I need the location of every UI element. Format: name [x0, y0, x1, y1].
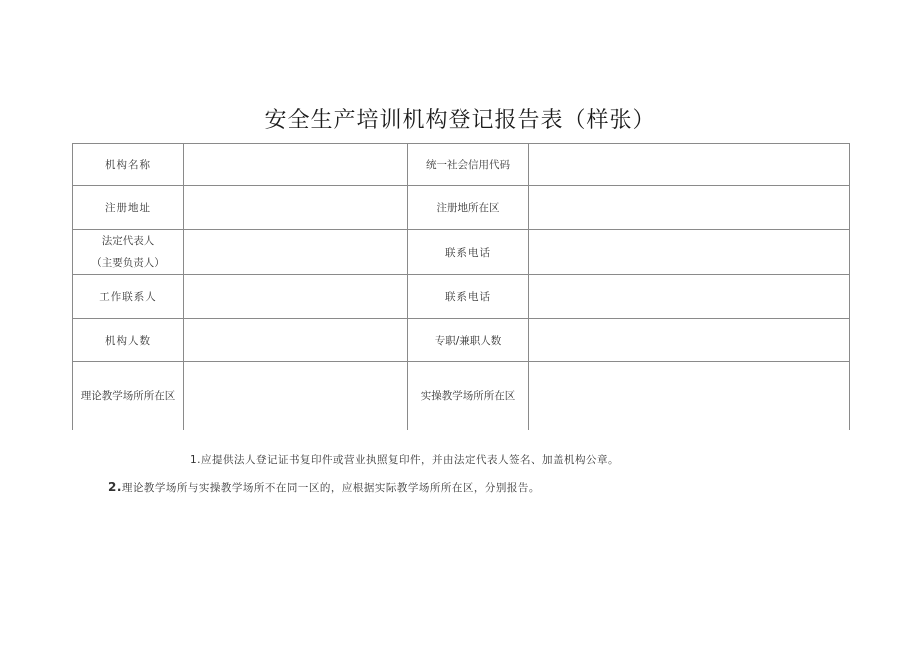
label-registered-address: 注册地址	[73, 186, 184, 230]
note-number: 1.	[190, 454, 202, 466]
registration-form-table	[72, 143, 850, 430]
table-row	[73, 230, 850, 275]
label-legal-representative-line1: 法定代表人	[101, 235, 155, 247]
label-theory-teaching-district: 理论教学场所所在区	[73, 362, 184, 430]
label-staff-count: 机构人数	[73, 319, 184, 362]
table-row	[73, 319, 850, 362]
table-row	[73, 275, 850, 319]
field-work-contact-phone[interactable]	[529, 275, 850, 319]
note-number: 2.	[108, 480, 122, 494]
field-institution-name[interactable]	[184, 144, 408, 186]
field-fulltime-parttime-count[interactable]	[529, 319, 850, 362]
table-row	[73, 362, 850, 430]
field-work-contact[interactable]	[184, 275, 408, 319]
label-fulltime-parttime-count: 专职/兼职人数	[408, 319, 529, 362]
label-contact-phone: 联系电话	[408, 230, 529, 275]
label-legal-representative-line2: （主要负责人）	[91, 257, 165, 269]
note-text: 理论教学场所与实操教学场所不在同一区的，应根据实际教学场所所在区，分别报告。	[121, 482, 540, 494]
field-contact-phone[interactable]	[529, 230, 850, 275]
field-staff-count[interactable]	[184, 319, 408, 362]
label-work-contact: 工作联系人	[73, 275, 184, 319]
field-registered-address[interactable]	[184, 186, 408, 230]
field-theory-teaching-district[interactable]	[184, 362, 408, 430]
field-legal-representative[interactable]	[184, 230, 408, 275]
label-credit-code: 统一社会信用代码	[408, 144, 529, 186]
table-row	[73, 144, 850, 186]
note-text: 应提供法人登记证书复印件或营业执照复印件，并由法定代表人签名、加盖机构公章。	[201, 454, 620, 466]
label-work-contact-phone: 联系电话	[408, 275, 529, 319]
page-title: 安全生产培训机构登记报告表（样张）	[264, 108, 656, 133]
note-item	[190, 452, 619, 467]
label-practical-teaching-district: 实操教学场所所在区	[408, 362, 529, 430]
note-item	[108, 480, 540, 495]
field-credit-code[interactable]	[529, 144, 850, 186]
field-registered-district[interactable]	[529, 186, 850, 230]
label-institution-name: 机构名称	[73, 144, 184, 186]
label-registered-district: 注册地所在区	[408, 186, 529, 230]
label-legal-representative	[73, 230, 184, 275]
table-row	[73, 186, 850, 230]
field-practical-teaching-district[interactable]	[529, 362, 850, 430]
